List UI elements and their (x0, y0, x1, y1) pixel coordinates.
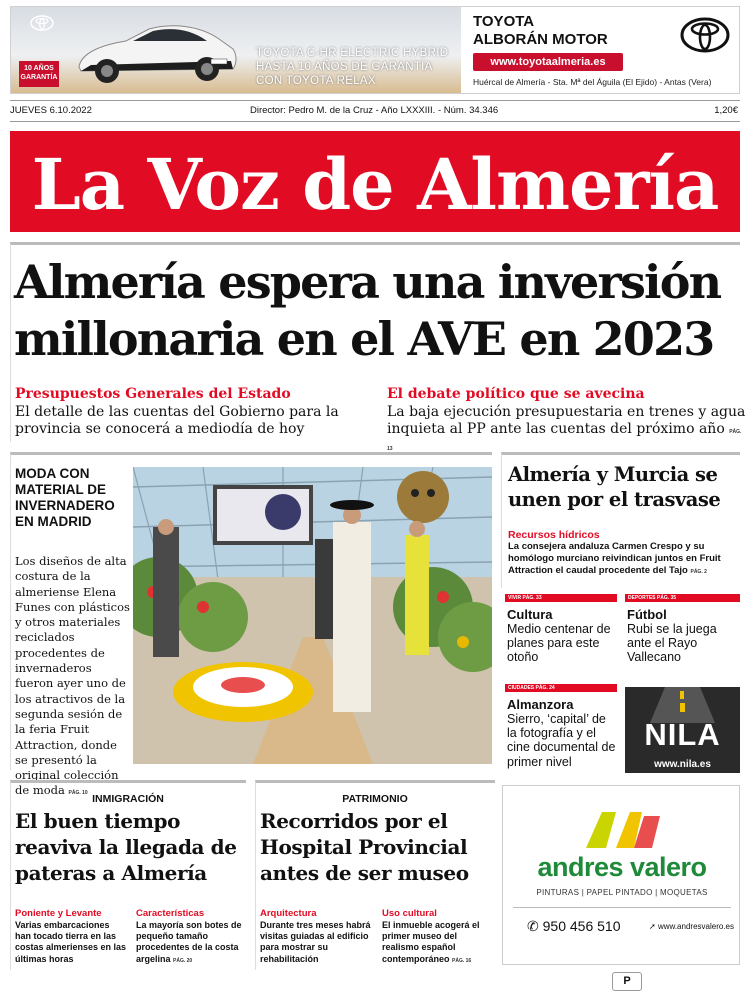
ad-url-link[interactable]: www.toyotaalmeria.es (473, 53, 623, 71)
headline-line: reaviva la llegada de (15, 835, 237, 859)
lead-headline-line-1: Almería espera una inversión (14, 255, 721, 309)
nila-url: www.nila.es (654, 759, 711, 770)
nila-wordmark: NILA (644, 717, 721, 752)
cultura-title[interactable]: Cultura (507, 607, 553, 622)
issue-price: 1,20€ (714, 105, 738, 116)
paint-buckets-logo-icon (582, 808, 662, 852)
almanzora-title[interactable]: Almanzora (507, 697, 574, 712)
moda-body-text: Los diseños de alta costura de la almeriense Elena Funes con plásticos y otros materiales reciclados procedentes de invernaderos fueron ayer uno de los atractivos de la segunda sesión de la feria Fruit Attraction, donde se presentó la original colección de moda (15, 554, 130, 798)
headline-line: antes de ser museo (260, 861, 469, 885)
cultura-body: Medio centenar de planes para este otoño (507, 622, 611, 665)
fashion-photo-illustration (133, 467, 492, 764)
dateline-bar (10, 100, 740, 122)
andres-valero-ad[interactable] (502, 785, 740, 965)
futbol-title[interactable]: Fútbol (627, 607, 667, 622)
section-bar-deportes: DEPORTES PÁG. 35 (625, 594, 740, 602)
issue-date: JUEVES 6.10.2022 (10, 105, 92, 116)
moda-body (15, 554, 130, 799)
issue-info: Director: Pedro M. de la Cruz - Año LXXXIII. - Núm. 34.346 (250, 105, 499, 116)
andres-valero-web[interactable] (649, 922, 734, 931)
patrimonio-tag: PATRIMONIO (342, 793, 408, 805)
cursor-icon: ➚ (649, 922, 658, 931)
inmigracion-sub2-kicker: Características (136, 908, 205, 919)
section-bar-ciudades: CIUDADES PÁG. 24 (505, 684, 617, 692)
inmigracion-sub1-body: Varias embarcaciones han tocado tierra en las costas almerienses en las últimas horas (15, 920, 127, 964)
divider (513, 907, 731, 908)
phone-icon: ✆ (527, 918, 543, 934)
top-ad-banner[interactable] (10, 6, 740, 94)
inmigracion-sub2-text: La mayoría son botes de pequeño tamaño procedentes de la costa argelina (136, 920, 242, 964)
murcia-body-text: La consejera andaluza Carmen Crespo y su homólogo murciano reivindican juntos en Fruit Attraction el caudal procedente del Tajo (508, 541, 721, 577)
lead-headline[interactable] (14, 254, 742, 368)
page-reference: PÁG. 13 (387, 429, 742, 452)
murcia-kicker: Recursos hídricos (508, 529, 600, 541)
lead-left-deck: El detalle de las cuentas del Gobierno para la provincia se conocerá a mediodía de hoy (15, 404, 339, 437)
ad-text-line-1: TOYOTA C-HR ELECTRIC HYBRID (256, 47, 449, 59)
headline-line: El buen tiempo (15, 809, 181, 833)
ad-brand-toyota: TOYOTA (473, 13, 535, 30)
patrimonio-headline[interactable] (260, 808, 496, 886)
toyota-logo-small-icon (29, 15, 55, 31)
headline-line: Recorridos por el (260, 809, 448, 833)
ad-text-line-2: HASTA 10 AÑOS DE GARANTÍA (256, 61, 433, 73)
ad-text-line-3: CON TOYOTA RELAX (256, 75, 376, 87)
section-bar-vivir: VIVIR PÁG. 33 (505, 594, 617, 602)
inmigracion-sub1-kicker: Poniente y Levante (15, 908, 102, 919)
nila-ad[interactable] (625, 687, 740, 773)
lead-headline-line-2: millonaria en el AVE en 2023 (14, 312, 714, 366)
web-url: www.andresvalero.es (657, 922, 734, 931)
patrimonio-sub1-body: Durante tres meses habrá visitas guiadas al edificio para mostrar su rehabilitación (260, 920, 371, 964)
lead-right-kicker: El debate político que se avecina (387, 386, 645, 402)
inmigracion-headline[interactable] (15, 808, 247, 886)
warranty-badge: 10 AÑOS GARANTÍA (19, 61, 59, 87)
page-reference: PÁG. 20 (173, 957, 193, 964)
phone-number: 950 456 510 (542, 918, 621, 934)
andres-valero-services: PINTURAS | PAPEL PINTADO | MOQUETAS (536, 888, 708, 897)
press-reader-logo[interactable]: P (612, 972, 642, 991)
almanzora-body: Sierro, ‘capital’ de la fotografía y el cine documental de primer nivel (507, 712, 616, 769)
inmigracion-tag: INMIGRACIÓN (92, 793, 164, 805)
masthead[interactable] (10, 131, 740, 232)
lead-right-deck (387, 404, 747, 455)
patrimonio-sub2-body (382, 920, 494, 965)
futbol-body: Rubi se la juega ante el Rayo Vallecano (627, 622, 717, 665)
andres-valero-phone[interactable] (527, 918, 620, 935)
inmigracion-sub2-body (136, 920, 246, 965)
car-image (71, 15, 241, 87)
page-reference: PÁG. 16 (452, 957, 472, 964)
murcia-headline[interactable]: Almería y Murcia se unen por el trasvase (508, 463, 721, 511)
fashion-show-photo[interactable] (133, 467, 492, 764)
andres-valero-name: andres valero (537, 852, 707, 882)
headline-line: pateras a Almería (15, 861, 207, 885)
page-reference: PÁG. 2 (690, 569, 707, 576)
lead-left-kicker: Presupuestos Generales del Estado (15, 386, 291, 402)
newspaper-title: La Voz de Almería (31, 143, 719, 226)
ad-address: Huércal de Almería - Sta. Mª del Águila (El Ejido) - Antas (Vera) (473, 77, 712, 87)
patrimonio-sub2-kicker: Uso cultural (382, 908, 437, 919)
headline-line: Hospital Provincial (260, 835, 468, 859)
moda-headline[interactable]: MODA CON MATERIAL DE INVERNADERO EN MADRID (15, 466, 115, 529)
patrimonio-sub2-text: El inmueble acogerá el primer museo del realismo español contemporáneo (382, 920, 480, 964)
ad-car-photo (11, 7, 461, 94)
patrimonio-sub1-kicker: Arquitectura (260, 908, 317, 919)
lead-right-deck-text: La baja ejecución presupuestaria en trenes y agua inquieta al PP ante las cuentas del próximo año (387, 404, 746, 437)
page-reference: PÁG. 10 (68, 790, 88, 797)
ad-brand-dealer: ALBORÁN MOTOR (473, 31, 608, 48)
murcia-body (508, 541, 740, 578)
toyota-logo-icon (679, 15, 731, 55)
